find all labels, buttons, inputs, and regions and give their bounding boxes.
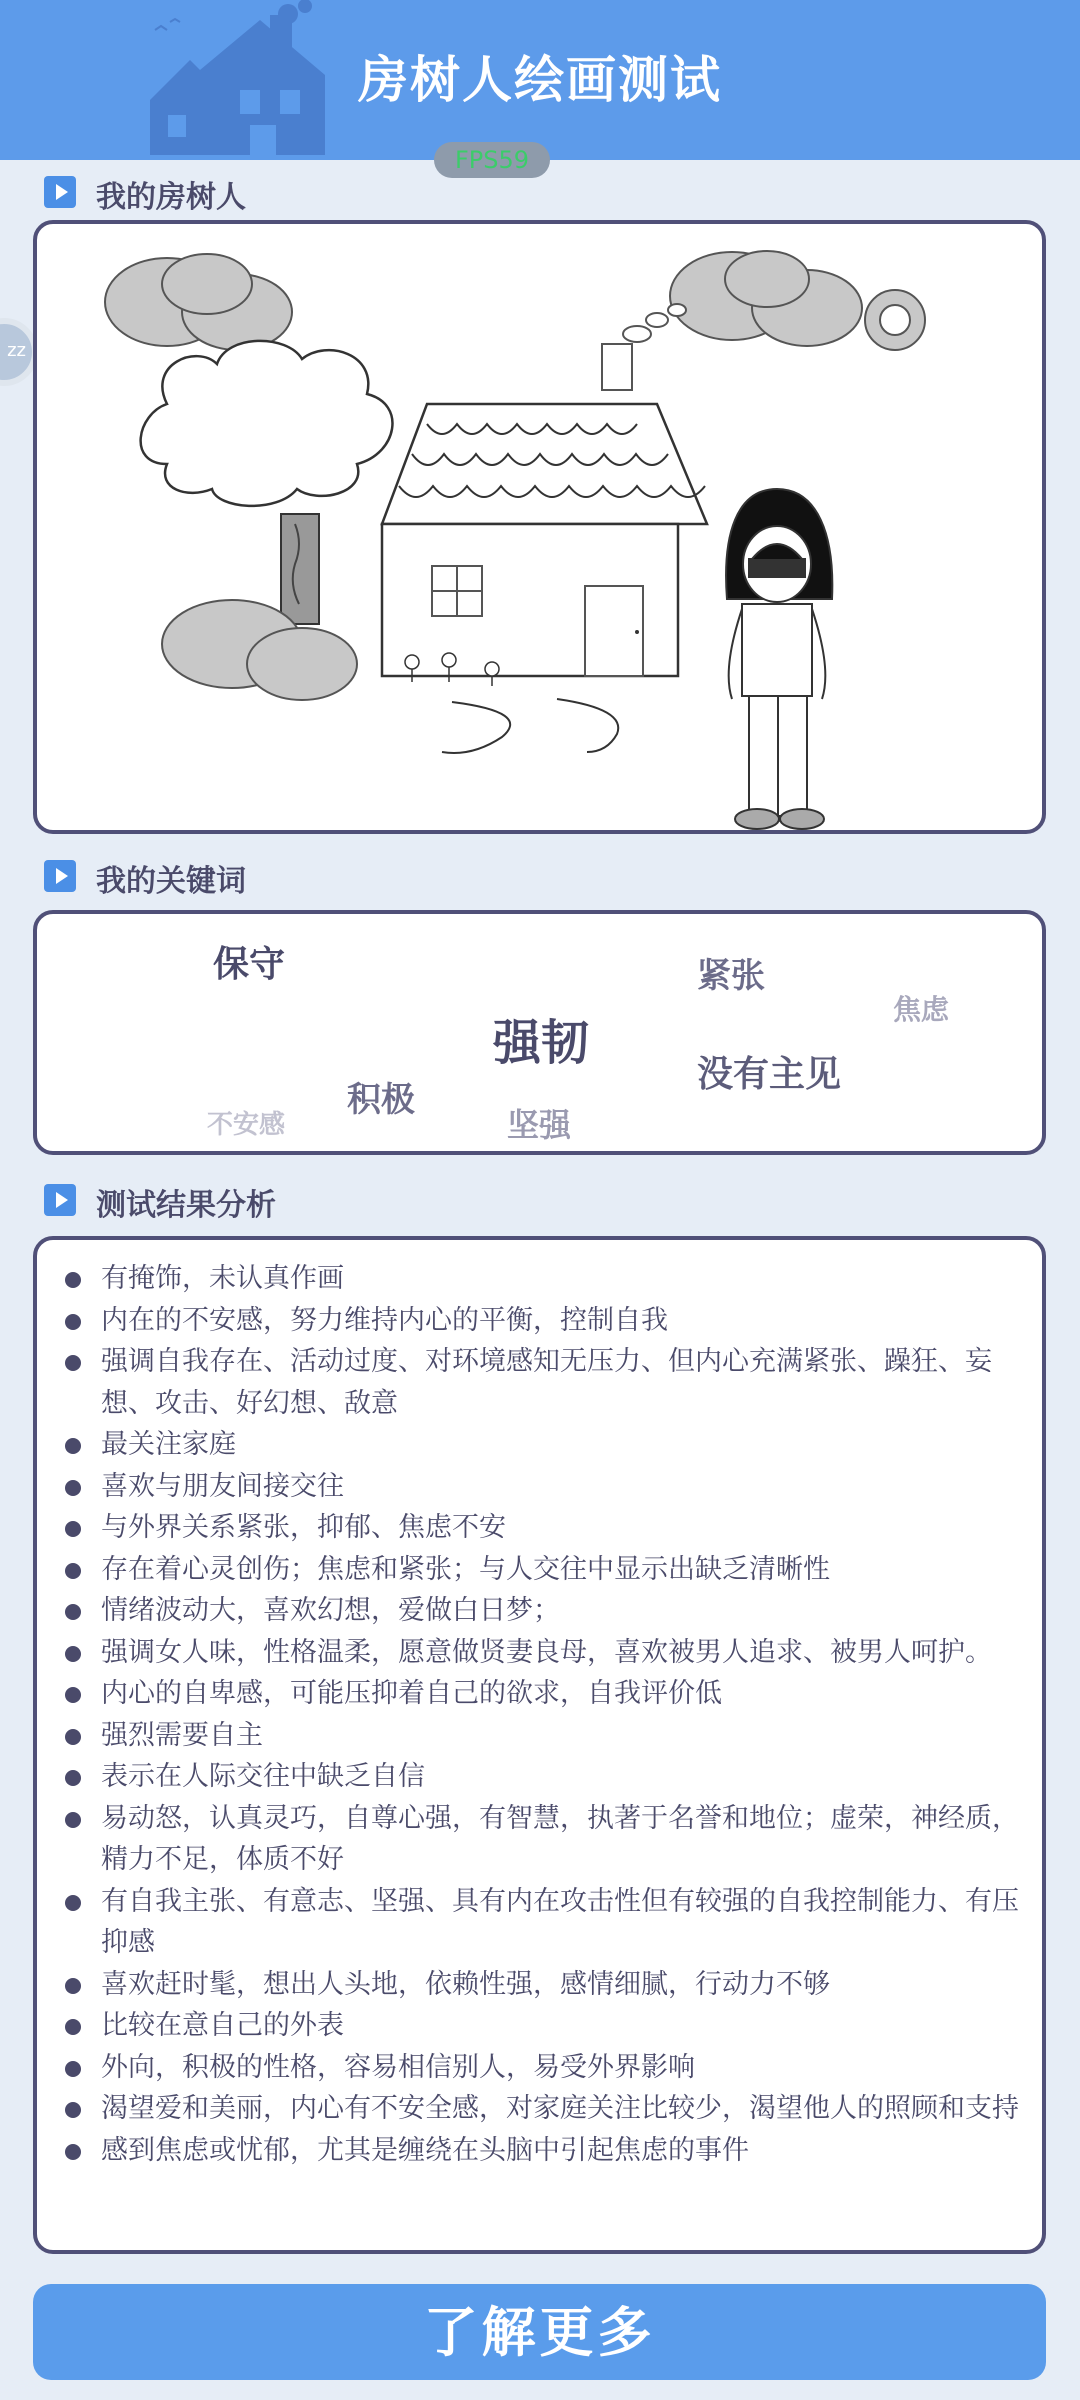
result-item: 强调自我存在、活动过度、对环境感知无压力、但内心充满紧张、躁狂、妄想、攻击、好幻想、敌意 (61, 1341, 1024, 1424)
keyword-tag: 积极 (347, 1080, 415, 1120)
floating-assistant-label: zz (7, 340, 26, 361)
result-item: 内在的不安感，努力维持内心的平衡，控制自我 (61, 1300, 1024, 1342)
play-icon (44, 860, 76, 892)
play-icon (44, 176, 76, 208)
keyword-tag: 坚强 (507, 1106, 572, 1144)
section-title-keywords: 我的关键词 (96, 864, 246, 899)
house-tree-person-drawing (37, 224, 1042, 830)
result-item: 渴望爱和美丽，内心有不安全感，对家庭关注比较少，渴望他人的照顾和支持 (61, 2088, 1024, 2130)
keyword-tag: 紧张 (697, 956, 765, 996)
result-item: 有自我主张、有意志、坚强、具有内在攻击性但有较强的自我控制能力、有压抑感 (61, 1881, 1024, 1964)
result-list (37, 1240, 1042, 2171)
result-item: 表示在人际交往中缺乏自信 (61, 1756, 1024, 1798)
learn-more-button[interactable]: 了解更多 (33, 2284, 1046, 2380)
result-item: 强烈需要自主 (61, 1715, 1024, 1757)
result-item: 最关注家庭 (61, 1424, 1024, 1466)
analysis-card[interactable] (33, 1236, 1046, 2254)
result-item: 存在着心灵创伤；焦虑和紧张；与人交往中显示出缺乏清晰性 (61, 1549, 1024, 1591)
result-item: 易动怒，认真灵巧，自尊心强，有智慧，执著于名誉和地位；虚荣，神经质，精力不足，体质不好 (61, 1798, 1024, 1881)
result-item: 比较在意自己的外表 (61, 2005, 1024, 2047)
keyword-tag: 强韧 (493, 1015, 590, 1071)
drawing-card (33, 220, 1046, 834)
keyword-tag: 保守 (213, 944, 286, 985)
result-item: 与外界关系紧张，抑郁、焦虑不安 (61, 1507, 1024, 1549)
result-item: 外向，积极的性格，容易相信别人，易受外界影响 (61, 2047, 1024, 2089)
result-item: 强调女人味，性格温柔，愿意做贤妻良母，喜欢被男人追求、被男人呵护。 (61, 1632, 1024, 1674)
keyword-tag: 焦虑 (893, 993, 950, 1026)
keyword-tag: 没有主见 (697, 1054, 842, 1095)
keyword-cloud (33, 910, 1046, 1155)
result-item: 感到焦虑或忧郁，尤其是缠绕在头脑中引起焦虑的事件 (61, 2130, 1024, 2172)
page-title: 房树人绘画测试 (358, 51, 722, 109)
person-figure (726, 489, 832, 829)
result-item: 有掩饰，未认真作画 (61, 1258, 1024, 1300)
section-title-analysis: 测试结果分析 (96, 1188, 276, 1223)
result-item: 情绪波动大，喜欢幻想，爱做白日梦； (61, 1590, 1024, 1632)
play-icon (44, 1184, 76, 1216)
result-item: 内心的自卑感，可能压抑着自己的欲求，自我评价低 (61, 1673, 1024, 1715)
sun-icon (865, 290, 925, 350)
section-title-drawing: 我的房树人 (96, 180, 246, 215)
result-item: 喜欢赶时髦，想出人头地，依赖性强，感情细腻，行动力不够 (61, 1964, 1024, 2006)
keyword-tag: 不安感 (207, 1110, 286, 1140)
result-item: 喜欢与朋友间接交往 (61, 1466, 1024, 1508)
fps-badge: FPS59 (434, 142, 550, 178)
app-header (0, 0, 1080, 160)
